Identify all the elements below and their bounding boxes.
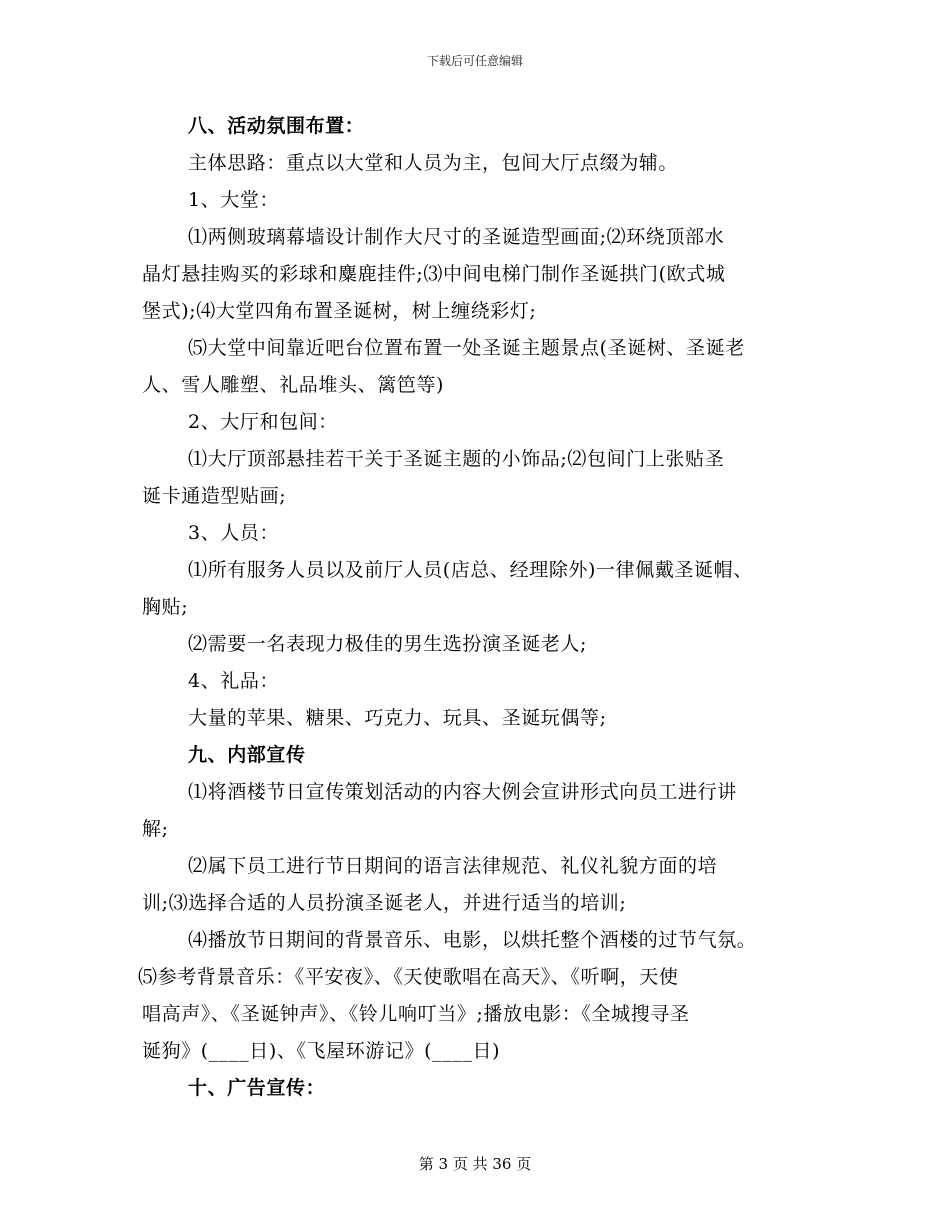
paragraph-line: ⑴两侧玻璃幕墙设计制作大尺寸的圣诞造型画面;⑵环绕顶部水 [188, 226, 725, 248]
paragraph-line: 人、雪人雕塑、礼品堆头、篱笆等) [142, 374, 445, 396]
paragraph-line: ⑸参考背景音乐：《平安夜》、《天使歌唱在高天》、《听啊，天使 [138, 966, 679, 988]
paragraph-line: ⑵需要一名表现力极佳的男生选扮演圣诞老人; [188, 633, 588, 655]
paragraph-line: 诞卡通造型贴画; [142, 485, 287, 507]
document-body [138, 108, 812, 1107]
paragraph-line: 大量的苹果、糖果、巧克力、玩具、圣诞玩偶等; [188, 707, 607, 729]
paragraph-line: 主体思路：重点以大堂和人员为主，包间大厅点缀为辅。 [188, 152, 679, 174]
subheading-hall: 2、大厅和包间： [188, 411, 338, 433]
paragraph-line: ⑴大厅顶部悬挂若干关于圣诞主题的小饰品;⑵包间门上张贴圣 [188, 448, 725, 470]
paragraph-line: ⑷播放节日期间的背景音乐、电影，以烘托整个酒楼的过节气氛。 [188, 929, 757, 951]
subheading-lobby: 1、大堂： [188, 189, 280, 211]
paragraph-line: 唱高声》、《圣诞钟声》、《铃儿响叮当》;播放电影：《全城搜寻圣 [142, 1003, 690, 1025]
section-heading-8: 八、活动氛围布置： [188, 115, 365, 137]
paragraph-line: ⑵属下员工进行节日期间的语言法律规范、礼仪礼貌方面的培 [188, 855, 718, 877]
paragraph-line: 胸贴; [142, 596, 189, 618]
paragraph-line: ⑴所有服务人员以及前厅人员(店总、经理除外)一律佩戴圣诞帽、 [188, 559, 753, 581]
paragraph-line: ⑸大堂中间靠近吧台位置布置一处圣诞主题景点(圣诞树、圣诞老 [188, 337, 745, 359]
subheading-staff: 3、人员： [188, 522, 280, 544]
section-heading-10: 十、广告宣传： [188, 1077, 326, 1099]
subheading-gifts: 4、礼品： [188, 670, 280, 692]
section-heading-9: 九、内部宣传 [188, 744, 306, 766]
paragraph-line: 训;⑶选择合适的人员扮演圣诞老人，并进行适当的培训; [142, 892, 627, 914]
paragraph-line: 堡式);⑷大堂四角布置圣诞树，树上缠绕彩灯; [142, 300, 537, 322]
page-footer: 第 3 页 共 36 页 [418, 1155, 532, 1173]
paragraph-line: ⑴将酒楼节日宣传策划活动的内容大例会宣讲形式向员工进行讲 [188, 781, 737, 803]
paragraph-line: 晶灯悬挂购买的彩球和麋鹿挂件;⑶中间电梯门制作圣诞拱门(欧式城 [142, 263, 726, 285]
paragraph-line: 解; [142, 818, 169, 840]
header-note: 下载后可任意编辑 [426, 54, 523, 68]
paragraph-line: 诞狗》(____日)、《飞屋环游记》(____日) [142, 1040, 501, 1062]
